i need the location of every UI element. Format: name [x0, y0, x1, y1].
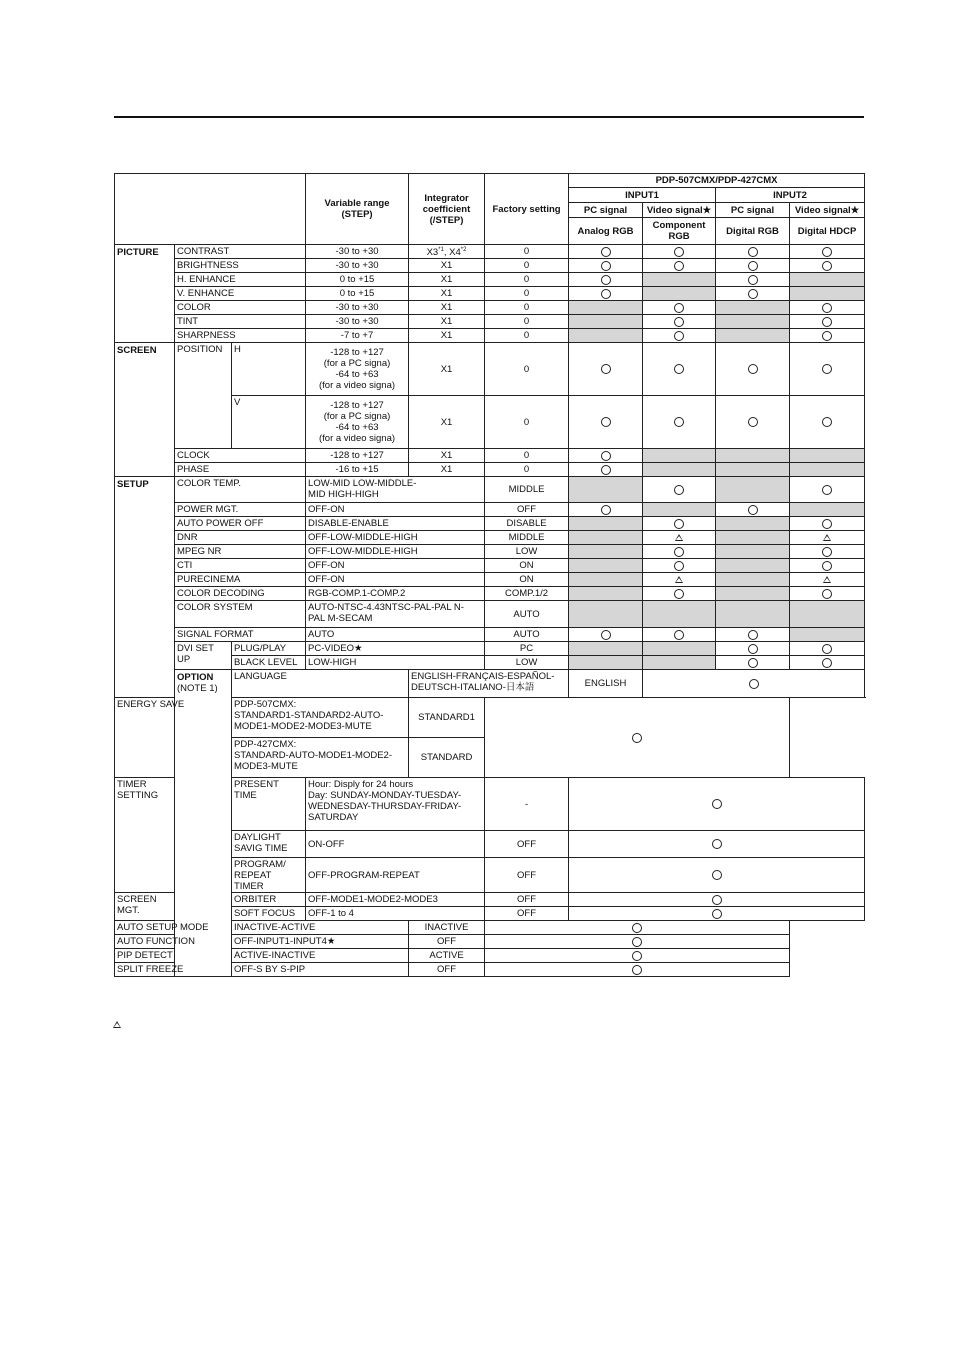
circle-icon	[601, 630, 611, 640]
row-range: OFF-S BY S-PIP	[232, 963, 409, 977]
circle-icon	[601, 417, 611, 427]
row-subname: H	[232, 343, 306, 396]
circle-icon	[748, 364, 758, 374]
row-range: OFF-INPUT1-INPUT4★	[232, 935, 409, 949]
row-name: SCREEN MGT.	[115, 893, 175, 921]
circle-icon	[748, 505, 758, 515]
row-range: AUTO	[306, 628, 485, 642]
header-analog-rgb: Analog RGB	[569, 218, 643, 245]
not-available-cell	[643, 449, 716, 463]
not-available-cell	[790, 287, 865, 301]
row-range: LOW-MID LOW-MIDDLE- MID HIGH-HIGH	[306, 477, 485, 503]
row-factory: LOW	[485, 545, 569, 559]
not-available-cell	[716, 315, 790, 329]
circle-icon	[674, 589, 684, 599]
top-rule	[114, 116, 864, 118]
not-available-cell	[569, 531, 643, 545]
not-available-cell	[716, 517, 790, 531]
circle-icon	[822, 317, 832, 327]
circle-icon	[822, 331, 832, 341]
row-range: OFF-ON	[306, 503, 485, 517]
not-available-cell	[790, 463, 865, 477]
row-range: -128 to +127	[306, 449, 409, 463]
row-name: POWER MGT.	[175, 503, 306, 517]
circle-icon	[632, 733, 642, 743]
circle-icon	[748, 630, 758, 640]
circle-icon	[674, 364, 684, 374]
circle-icon	[822, 644, 832, 654]
row-factory: 0	[485, 273, 569, 287]
header-digital-rgb: Digital RGB	[716, 218, 790, 245]
circle-icon	[822, 589, 832, 599]
circle-icon	[822, 485, 832, 495]
not-available-cell	[716, 449, 790, 463]
section-setup: SETUP	[115, 477, 175, 698]
row-range: ON-OFF	[306, 831, 485, 858]
circle-icon	[748, 261, 758, 271]
row-name: COLOR SYSTEM	[175, 601, 306, 628]
circle-icon	[822, 658, 832, 668]
circle-icon	[674, 247, 684, 257]
header-pc-signal: PC signal	[569, 203, 643, 218]
not-available-cell	[716, 545, 790, 559]
circle-icon	[748, 247, 758, 257]
triangle-icon	[823, 534, 831, 541]
row-factory: OFF	[485, 907, 569, 921]
circle-icon	[748, 275, 758, 285]
row-factory: OFF	[485, 831, 569, 858]
row-range: RGB-COMP.1-COMP.2	[306, 587, 485, 601]
circle-icon	[822, 547, 832, 557]
row-factory: 0	[485, 396, 569, 449]
row-factory: LOW	[485, 656, 569, 670]
row-coefficient: X1	[409, 301, 485, 315]
not-available-cell	[716, 463, 790, 477]
circle-icon	[822, 303, 832, 313]
row-range: ACTIVE-INACTIVE	[232, 949, 409, 963]
not-available-cell	[569, 329, 643, 343]
row-range: PC-VIDEO★	[306, 642, 485, 656]
row-range: -30 to +30	[306, 301, 409, 315]
row-range: INACTIVE-ACTIVE	[232, 921, 409, 935]
not-available-cell	[569, 545, 643, 559]
row-range: -16 to +15	[306, 463, 409, 477]
row-factory: -	[485, 778, 569, 831]
circle-icon	[748, 658, 758, 668]
circle-icon	[822, 519, 832, 529]
row-coefficient: X1	[409, 287, 485, 301]
circle-icon	[601, 289, 611, 299]
circle-icon	[674, 561, 684, 571]
circle-icon	[748, 417, 758, 427]
row-factory: 0	[485, 463, 569, 477]
not-available-cell	[790, 503, 865, 517]
row-name: COLOR DECODING	[175, 587, 306, 601]
circle-icon	[632, 937, 642, 947]
triangle-icon	[823, 576, 831, 583]
circle-icon	[674, 630, 684, 640]
row-factory: OFF	[485, 858, 569, 893]
circle-icon	[822, 261, 832, 271]
row-name: AUTO POWER OFF	[175, 517, 306, 531]
circle-icon	[712, 799, 722, 809]
not-available-cell	[569, 656, 643, 670]
row-factory: MIDDLE	[485, 531, 569, 545]
not-available-cell	[569, 477, 643, 503]
header-input1: INPUT1	[569, 188, 716, 203]
circle-icon	[601, 364, 611, 374]
row-factory: 0	[485, 287, 569, 301]
row-name: CONTRAST	[175, 245, 306, 259]
circle-icon	[674, 519, 684, 529]
not-available-cell	[716, 477, 790, 503]
row-name: SHARPNESS	[175, 329, 306, 343]
circle-icon	[674, 261, 684, 271]
not-available-cell	[643, 273, 716, 287]
circle-icon	[674, 547, 684, 557]
row-name: PHASE	[175, 463, 306, 477]
circle-icon	[601, 275, 611, 285]
circle-icon	[632, 923, 642, 933]
header-blank	[115, 174, 306, 245]
row-range: -30 to +30	[306, 245, 409, 259]
row-factory: 0	[485, 329, 569, 343]
row-subname: DAYLIGHT SAVIG TIME	[232, 831, 306, 858]
row-subname: BLACK LEVEL	[232, 656, 306, 670]
row-name: TIMER SETTING	[115, 778, 175, 893]
row-name: AUTO FUNCTION	[115, 935, 232, 949]
header-model: PDP-507CMX/PDP-427CMX	[569, 174, 865, 188]
not-available-cell	[643, 463, 716, 477]
not-available-cell	[569, 517, 643, 531]
row-factory: DISABLE	[485, 517, 569, 531]
row-coefficient: X1	[409, 449, 485, 463]
row-subname: PRESENT TIME	[232, 778, 306, 831]
circle-icon	[632, 965, 642, 975]
row-range: OFF-LOW-MIDDLE-HIGH	[306, 545, 485, 559]
row-factory: 0	[485, 449, 569, 463]
row-subname: PLUG/PLAY	[232, 642, 306, 656]
row-name: ENERGY SAVE	[115, 698, 232, 778]
row-subname: PROGRAM/ REPEAT TIMER	[232, 858, 306, 893]
circle-icon	[749, 679, 759, 689]
row-factory: STANDARD	[409, 738, 485, 778]
circle-icon	[822, 247, 832, 257]
adjustment-spec-table	[114, 173, 865, 977]
row-factory: OFF	[409, 935, 485, 949]
row-coefficient: X1	[409, 273, 485, 287]
not-available-cell	[716, 601, 790, 628]
not-available-cell	[716, 531, 790, 545]
header-input2: INPUT2	[716, 188, 865, 203]
row-factory: OFF	[485, 503, 569, 517]
row-factory: PC	[485, 642, 569, 656]
circle-icon	[601, 247, 611, 257]
circle-icon	[822, 364, 832, 374]
triangle-icon	[113, 1021, 121, 1028]
row-factory: COMP.1/2	[485, 587, 569, 601]
row-coefficient: X1	[409, 329, 485, 343]
triangle-icon	[675, 534, 683, 541]
row-factory: ON	[485, 559, 569, 573]
not-available-cell	[569, 559, 643, 573]
row-coefficient: X1	[409, 463, 485, 477]
circle-icon	[674, 331, 684, 341]
row-factory: ACTIVE	[409, 949, 485, 963]
not-available-cell	[643, 656, 716, 670]
circle-icon	[674, 417, 684, 427]
circle-icon	[674, 303, 684, 313]
row-coefficient: X1	[409, 315, 485, 329]
header-video-signal: Video signal★	[790, 203, 865, 218]
row-range: -7 to +7	[306, 329, 409, 343]
not-available-cell	[716, 559, 790, 573]
row-name: SIGNAL FORMAT	[175, 628, 306, 642]
not-available-cell	[569, 573, 643, 587]
not-available-cell	[716, 587, 790, 601]
row-subname: SOFT FOCUS	[232, 907, 306, 921]
row-factory: OFF	[409, 963, 485, 977]
row-factory: 0	[485, 301, 569, 315]
circle-icon	[632, 951, 642, 961]
row-range: OFF-1 to 4	[306, 907, 485, 921]
row-name: POSITION	[175, 343, 232, 449]
circle-icon	[822, 417, 832, 427]
circle-icon	[601, 261, 611, 271]
not-available-cell	[790, 628, 865, 642]
legend-note	[113, 1016, 121, 1034]
not-available-cell	[716, 329, 790, 343]
row-range: OFF-ON	[306, 559, 485, 573]
header-pc-signal: PC signal	[716, 203, 790, 218]
circle-icon	[674, 485, 684, 495]
row-range: -128 to +127 (for a PC signa) -64 to +63 (for a video signa)	[306, 343, 409, 396]
row-name: TINT	[175, 315, 306, 329]
not-available-cell	[643, 503, 716, 517]
row-range: OFF-LOW-MIDDLE-HIGH	[306, 531, 485, 545]
circle-icon	[712, 909, 722, 919]
not-available-cell	[716, 301, 790, 315]
triangle-icon	[675, 576, 683, 583]
row-range: -128 to +127 (for a PC signa) -64 to +63 (for a video signa)	[306, 396, 409, 449]
row-name: PIP DETECT	[115, 949, 232, 963]
row-range: -30 to +30	[306, 315, 409, 329]
row-name: DNR	[175, 531, 306, 545]
row-name: COLOR	[175, 301, 306, 315]
section-picture: PICTURE	[115, 245, 175, 343]
header-video-signal: Video signal★	[643, 203, 716, 218]
row-range: Hour: Disply for 24 hours Day: SUNDAY-MONDAY-TUESDAY- WEDNESDAY-THURSDAY-FRIDAY- SATURDAY	[306, 778, 485, 831]
row-range: 0 to +15	[306, 287, 409, 301]
circle-icon	[601, 465, 611, 475]
row-name: MPEG NR	[175, 545, 306, 559]
row-range: PDP-427CMX: STANDARD-AUTO-MODE1-MODE2- MODE3-MUTE	[232, 738, 409, 778]
circle-icon	[712, 895, 722, 905]
circle-icon	[601, 505, 611, 515]
row-factory: 0	[485, 315, 569, 329]
header-integrator: Integrator coefficient (/STEP)	[409, 174, 485, 245]
not-available-cell	[790, 273, 865, 287]
not-available-cell	[716, 573, 790, 587]
row-name: CTI	[175, 559, 306, 573]
not-available-cell	[569, 642, 643, 656]
circle-icon	[601, 451, 611, 461]
header-factory: Factory setting	[485, 174, 569, 245]
header-variable-range: Variable range (STEP)	[306, 174, 409, 245]
circle-icon	[748, 644, 758, 654]
row-factory: AUTO	[485, 601, 569, 628]
row-coefficient: X3$^{*1}$, X4$^{*2}$	[409, 245, 485, 259]
row-factory: 0	[485, 343, 569, 396]
header-digital-hdcp: Digital HDCP	[790, 218, 865, 245]
circle-icon	[712, 870, 722, 880]
header-component-rgb: Component RGB	[643, 218, 716, 245]
section-screen: SCREEN	[115, 343, 175, 477]
row-range: AUTO-NTSC-4.43NTSC-PAL-PAL N- PAL M-SECAM	[306, 601, 485, 628]
row-factory: ENGLISH	[569, 670, 643, 698]
section-option: OPTION (NOTE 1)	[175, 670, 232, 977]
not-available-cell	[569, 315, 643, 329]
row-subname: ORBITER	[232, 893, 306, 907]
row-name: DVI SET UP	[175, 642, 232, 670]
not-available-cell	[569, 587, 643, 601]
row-name: V. ENHANCE	[175, 287, 306, 301]
row-range: OFF-MODE1-MODE2-MODE3	[306, 893, 485, 907]
row-factory: 0	[485, 245, 569, 259]
row-range: DISABLE-ENABLE	[306, 517, 485, 531]
not-available-cell	[790, 601, 865, 628]
row-name: CLOCK	[175, 449, 306, 463]
row-range: LOW-HIGH	[306, 656, 485, 670]
circle-icon	[822, 561, 832, 571]
row-coefficient: X1	[409, 396, 485, 449]
row-subname: V	[232, 396, 306, 449]
row-name: COLOR TEMP.	[175, 477, 306, 503]
not-available-cell	[643, 642, 716, 656]
row-factory: 0	[485, 259, 569, 273]
row-name: AUTO SETUP MODE	[115, 921, 232, 935]
row-factory: OFF	[485, 893, 569, 907]
circle-icon	[712, 839, 722, 849]
not-available-cell	[643, 287, 716, 301]
not-available-cell	[569, 301, 643, 315]
row-range: OFF-PROGRAM-REPEAT	[306, 858, 485, 893]
row-name: LANGUAGE	[232, 670, 409, 698]
circle-icon	[748, 289, 758, 299]
row-name: H. ENHANCE	[175, 273, 306, 287]
row-range: ENGLISH-FRANÇAIS-ESPAÑOL- DEUTSCH-ITALIANO-日本語	[409, 670, 569, 698]
row-range: PDP-507CMX: STANDARD1-STANDARD2-AUTO- MODE1-MODE2-MODE3-MUTE	[232, 698, 409, 738]
row-factory: ON	[485, 573, 569, 587]
row-range: -30 to +30	[306, 259, 409, 273]
row-range: OFF-ON	[306, 573, 485, 587]
not-available-cell	[569, 601, 643, 628]
row-factory: AUTO	[485, 628, 569, 642]
row-name: BRIGHTNESS	[175, 259, 306, 273]
row-coefficient: X1	[409, 259, 485, 273]
row-range: 0 to +15	[306, 273, 409, 287]
row-factory: STANDARD1	[409, 698, 485, 738]
row-name: SPLIT FREEZE	[115, 963, 232, 977]
not-available-cell	[643, 601, 716, 628]
row-name: PURECINEMA	[175, 573, 306, 587]
row-factory: INACTIVE	[409, 921, 485, 935]
circle-icon	[674, 317, 684, 327]
row-factory: MIDDLE	[485, 477, 569, 503]
not-available-cell	[790, 449, 865, 463]
row-coefficient: X1	[409, 343, 485, 396]
